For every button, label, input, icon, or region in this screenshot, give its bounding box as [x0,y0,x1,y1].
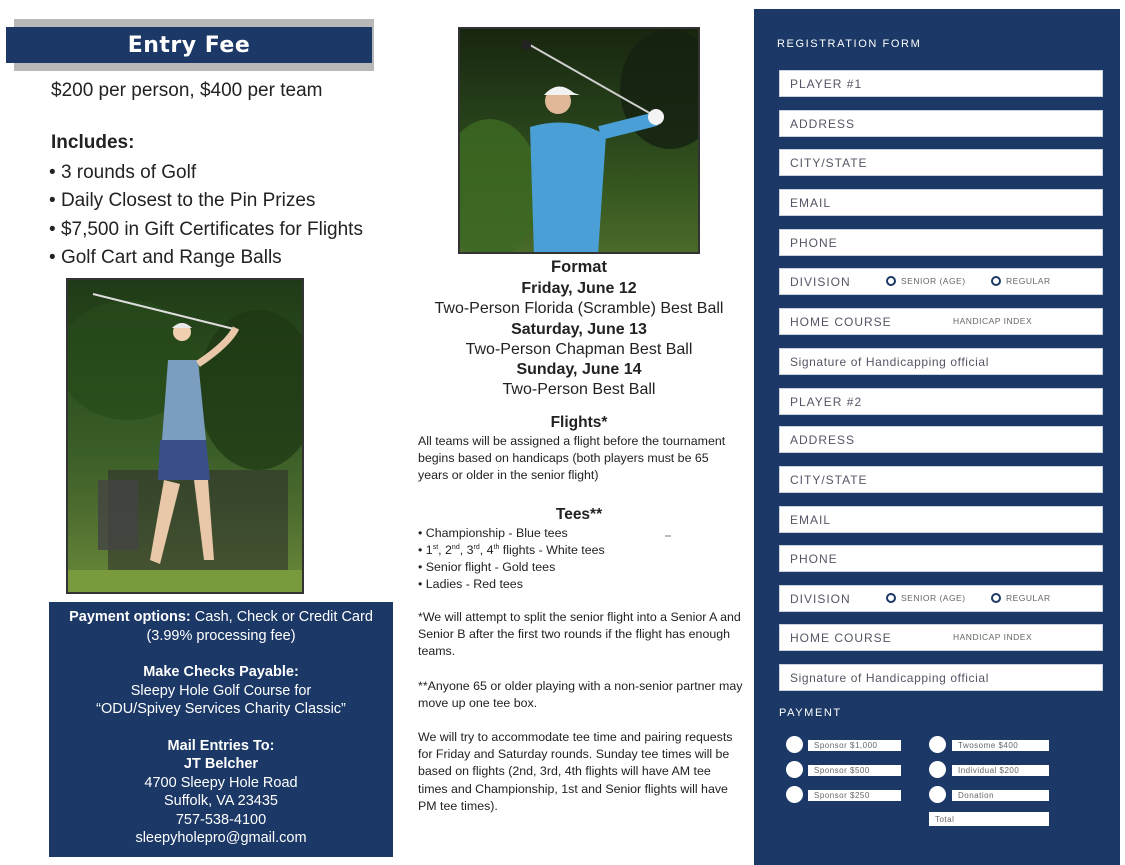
tee-item: • Senior flight - Gold tees [418,559,605,576]
regular-label: REGULAR [1006,276,1051,286]
radio-icon[interactable] [886,593,896,603]
payment-options-text: Cash, Check or Credit Card [190,609,373,625]
includes-heading: Includes: [51,132,135,153]
schedule-day: Friday, June 12 [521,280,637,297]
checks-heading: Make Checks Payable: [143,664,299,680]
flights-heading: Flights* [550,414,608,431]
player1-city-field[interactable]: CITY/STATE [779,149,1103,176]
player2-address-field[interactable]: ADDRESS [779,426,1103,453]
player2-name-field[interactable]: PLAYER #2 [779,388,1103,415]
sponsor-500-label: Sponsor $500 [808,765,901,776]
flights-text: All teams will be assigned a flight before the tournament begins based on handicaps (both players must be 65 years or older in the senior flight) [418,434,726,483]
include-item: • 3 rounds of Golf [49,159,363,187]
radio-icon[interactable] [991,593,1001,603]
player2-division-label: DIVISION [790,591,851,606]
player2-regular-option[interactable] [991,593,1051,603]
total-field[interactable]: Total [929,812,1049,826]
radio-icon[interactable] [991,276,1001,286]
donation-checkbox[interactable] [929,786,946,803]
sponsor-1000-checkbox[interactable] [786,736,803,753]
sponsor-1000-label: Sponsor $1,000 [808,740,901,751]
player1-senior-option[interactable] [886,276,966,286]
entry-price: $200 per person, $400 per team [51,80,323,101]
tees-heading: Tees** [555,506,603,523]
schedule-event: Two-Person Best Ball [502,381,656,399]
checks-line-2: “ODU/Spivey Services Charity Classic” [96,701,346,717]
tees-note-2: **Anyone 65 or older playing with a non-senior partner may move up one tee box. [418,679,743,711]
sponsor-250-checkbox[interactable] [786,786,803,803]
player2-home-course-field[interactable]: HOME COURSE [779,624,1103,651]
schedule-event: Two-Person Florida (Scramble) Best Ball [434,300,724,318]
player2-signature-field[interactable]: Signature of Handicapping official [779,664,1103,691]
tees-note-3: We will try to accommodate tee time and pairing requests for Friday and Saturday rounds. Sunday tee times will be based on flights (2nd, 3rd, 4th flights will have AM tee times and Championship, 1st and Senior flights will have PM tee times). [418,730,733,813]
mail-phone: 757-538-4100 [175,811,267,828]
sponsor-250-label: Sponsor $250 [808,790,901,801]
entry-fee-heading: Entry Fee [6,27,372,63]
senior-label: SENIOR (AGE) [901,276,966,286]
player2-city-field[interactable]: CITY/STATE [779,466,1103,493]
player1-handicap-label: HANDICAP INDEX [953,316,1033,326]
player1-name-field[interactable]: PLAYER #1 [779,70,1103,97]
golfer-illustration-top [460,29,698,252]
player1-regular-option[interactable] [991,276,1051,286]
individual-label: Individual $200 [952,765,1049,776]
tees-list [418,525,605,593]
format-heading: Format [551,258,607,276]
payment-options-label: Payment options: [69,609,191,625]
senior-label: SENIOR (AGE) [901,593,966,603]
processing-fee: (3.99% processing fee) [146,627,296,644]
includes-list [49,159,363,272]
golfer-photo-top [458,27,700,254]
include-item: • $7,500 in Gift Certificates for Flights [49,216,363,244]
schedule-day: Sunday, June 14 [516,361,642,379]
mail-name: JT Belcher [183,756,259,772]
schedule-day: Saturday, June 13 [511,320,647,338]
mail-street: 4700 Sleepy Hole Road [144,774,298,791]
twosome-label: Twosome $400 [952,740,1049,751]
tees-note-1: *We will attempt to split the senior flight into a Senior A and Senior B after the first two rounds if the flight has enough teams. [418,610,741,659]
include-item: • Golf Cart and Range Balls [49,244,363,272]
registration-form-title: REGISTRATION FORM [777,38,922,50]
golfer-illustration-left [68,280,302,592]
radio-icon[interactable] [886,276,896,286]
mail-city: Suffolk, VA 23435 [164,793,278,809]
player1-email-field[interactable]: EMAIL [779,189,1103,216]
player1-address-field[interactable]: ADDRESS [779,110,1103,137]
include-item: • Daily Closest to the Pin Prizes [49,187,363,215]
player2-phone-field[interactable]: PHONE [779,545,1103,572]
format-schedule [410,279,748,401]
donation-field[interactable]: Donation [952,790,1049,801]
schedule-event: Two-Person Chapman Best Ball [465,340,693,358]
payment-title: PAYMENT [779,707,842,719]
payment-info-box [49,602,393,857]
checks-line-1: Sleepy Hole Golf Course for [130,682,312,699]
player1-phone-field[interactable]: PHONE [779,229,1103,256]
twosome-checkbox[interactable] [929,736,946,753]
player2-email-field[interactable]: EMAIL [779,506,1103,533]
player2-senior-option[interactable] [886,593,966,603]
tee-item: • Ladies - Red tees [418,576,605,593]
mail-email: sleepyholepro@gmail.com [135,830,307,846]
golfer-photo-left [66,278,304,594]
player1-signature-field[interactable]: Signature of Handicapping official [779,348,1103,375]
individual-checkbox[interactable] [929,761,946,778]
player1-division-label: DIVISION [790,274,851,289]
payment-options-line [49,608,393,627]
regular-label: REGULAR [1006,593,1051,603]
player1-home-course-field[interactable]: HOME COURSE [779,308,1103,335]
sponsor-500-checkbox[interactable] [786,761,803,778]
tee-item: • Championship - Blue tees [418,525,605,542]
mail-heading: Mail Entries To: [167,737,275,754]
player2-handicap-label: HANDICAP INDEX [953,632,1033,642]
tee-item: • 1st, 2nd, 3rd, 4th flights - White tees [418,542,605,559]
stray-mark [665,535,671,537]
